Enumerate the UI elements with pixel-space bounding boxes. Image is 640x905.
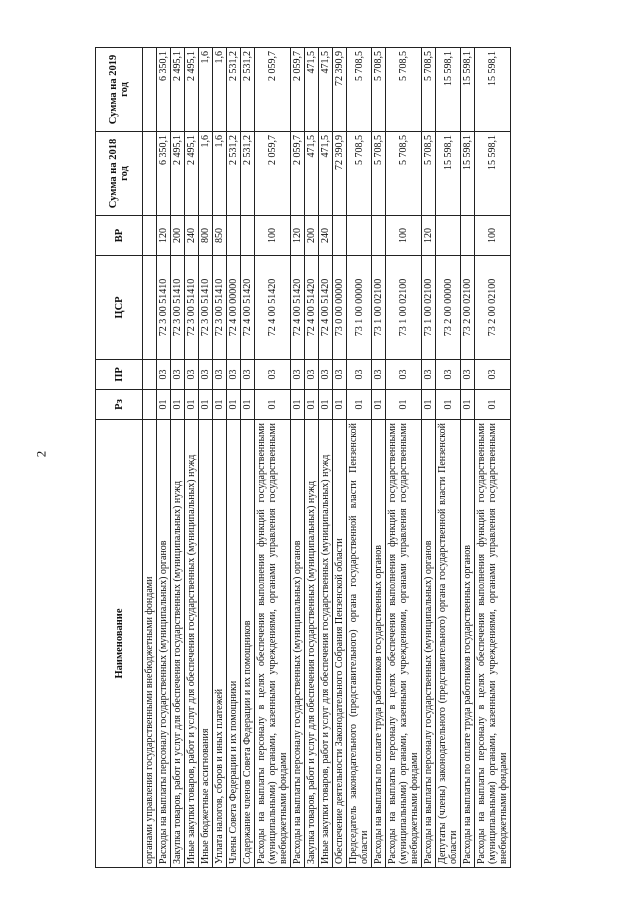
cell-pr: 03 — [475, 360, 511, 390]
cell-sum-2018: 5 708,5 — [372, 132, 386, 216]
cell-vr: 200 — [305, 216, 319, 256]
cell-rz: 01 — [475, 390, 511, 420]
cell-name: Депутаты (члены) законодательного (представительного) органа государственной власти Пензенской области — [436, 420, 461, 868]
cell-pr: 03 — [185, 360, 199, 390]
table-row — [475, 48, 511, 868]
cell-vr: 240 — [185, 216, 199, 256]
cell-vr: 120 — [291, 216, 305, 256]
cell-vr: 800 — [199, 216, 213, 256]
cell-name: Обеспечение деятельности Законодательного Собрания Пензенской области — [333, 420, 347, 868]
cell-sum-2019: 1,6 — [199, 48, 213, 132]
header-sum-2019: Сумма на 2019 год — [96, 48, 143, 132]
cell-vr: 850 — [213, 216, 227, 256]
cell-csr: 73 2 00 00000 — [436, 256, 461, 360]
cell-pr: 03 — [319, 360, 333, 390]
header-vr: ВР — [96, 216, 143, 256]
cell-rz: 01 — [461, 390, 475, 420]
cell-sum-2018: 15 598,1 — [436, 132, 461, 216]
cell-sum-2019: 471,5 — [305, 48, 319, 132]
cell-name: Расходы на выплаты персоналу в целях обеспечения выполнения функций государственными (муниципальными) органами, казенными учреждениями, органами управления государственными внебюджетными фондами — [255, 420, 291, 868]
cell-name: Иные закупки товаров, работ и услуг для обеспечения государственных (муниципальных) нужд — [319, 420, 333, 868]
cell-csr: 73 2 00 02100 — [461, 256, 475, 360]
cell-vr — [227, 216, 241, 256]
table-row — [372, 48, 386, 868]
cell-rz: 01 — [171, 390, 185, 420]
cell-pr: 03 — [347, 360, 372, 390]
header-name: Наименование — [96, 420, 143, 868]
cell-vr: 100 — [386, 216, 422, 256]
cell-sum-2019: 15 598,1 — [475, 48, 511, 132]
cell-name: Уплата налогов, сборов и иных платежей — [213, 420, 227, 868]
cell-pr: 03 — [213, 360, 227, 390]
cell-name: Содержание членов Совета Федерации и их помощников — [241, 420, 255, 868]
cell-pr: 03 — [305, 360, 319, 390]
cell-rz: 01 — [386, 390, 422, 420]
table-row — [291, 48, 305, 868]
cell-sum-2018: 15 598,1 — [461, 132, 475, 216]
cell-vr: 100 — [475, 216, 511, 256]
table-row — [185, 48, 199, 868]
table-row — [386, 48, 422, 868]
cell-sum-2018: 15 598,1 — [475, 132, 511, 216]
cell-pr: 03 — [255, 360, 291, 390]
cell-sum-2019: 5 708,5 — [386, 48, 422, 132]
cell-pr: 03 — [461, 360, 475, 390]
cell-sum-2018: 2 495,1 — [185, 132, 199, 216]
table-row — [319, 48, 333, 868]
cell-rz: 01 — [319, 390, 333, 420]
cell-rz: 01 — [291, 390, 305, 420]
cell-rz: 01 — [227, 390, 241, 420]
cell-sum-2018: 2 495,1 — [171, 132, 185, 216]
table-row — [241, 48, 255, 868]
cell-rz: 01 — [372, 390, 386, 420]
cell-sum-2019: 5 708,5 — [347, 48, 372, 132]
cell-sum-2018: 72 390,9 — [333, 132, 347, 216]
budget-table — [95, 47, 511, 868]
cell-rz: 01 — [436, 390, 461, 420]
cell-rz: 01 — [333, 390, 347, 420]
cell-rz: 01 — [213, 390, 227, 420]
cell-csr: 72 3 00 51410 — [199, 256, 213, 360]
header-csr: ЦСР — [96, 256, 143, 360]
cell-sum-2019: 2 495,1 — [185, 48, 199, 132]
cell-csr: 72 3 00 51410 — [171, 256, 185, 360]
table-row — [143, 48, 157, 868]
cell-rz: 01 — [199, 390, 213, 420]
cell-vr — [461, 216, 475, 256]
cell-name: Иные бюджетные ассигнования — [199, 420, 213, 868]
cell-name: Расходы на выплаты персоналу в целях обеспечения выполнения функций государственными (муниципальными) органами, казенными учреждениями, органами управления государственными внебюджетными фондами — [386, 420, 422, 868]
table-row — [199, 48, 213, 868]
cell-pr: 03 — [157, 360, 171, 390]
cell-name: органами управления государственными внебюджетными фондами — [143, 420, 157, 868]
rotated-page — [95, 48, 560, 868]
cell-csr: 72 3 00 51410 — [157, 256, 171, 360]
table-row — [461, 48, 475, 868]
cell-sum-2018: 2 531,2 — [241, 132, 255, 216]
cell-rz: 01 — [422, 390, 436, 420]
cell-vr: 120 — [157, 216, 171, 256]
cell-rz — [143, 390, 157, 420]
cell-pr: 03 — [333, 360, 347, 390]
cell-rz: 01 — [347, 390, 372, 420]
cell-pr — [143, 360, 157, 390]
cell-sum-2019: 2 531,2 — [227, 48, 241, 132]
cell-pr: 03 — [291, 360, 305, 390]
cell-sum-2018: 2 059,7 — [255, 132, 291, 216]
table-row — [213, 48, 227, 868]
cell-csr: 72 4 00 00000 — [227, 256, 241, 360]
cell-name: Расходы на выплаты по оплате труда работников государственных органов — [461, 420, 475, 868]
cell-sum-2019 — [143, 48, 157, 132]
cell-vr — [333, 216, 347, 256]
cell-vr: 120 — [422, 216, 436, 256]
cell-pr: 03 — [227, 360, 241, 390]
cell-sum-2018: 1,6 — [213, 132, 227, 216]
cell-name: Иные закупки товаров, работ и услуг для обеспечения государственных (муниципальных) нужд — [185, 420, 199, 868]
cell-name: Расходы на выплаты по оплате труда работников государственных органов — [372, 420, 386, 868]
cell-sum-2018: 471,5 — [319, 132, 333, 216]
cell-rz: 01 — [157, 390, 171, 420]
page-number: 2 — [33, 450, 49, 458]
cell-csr: 72 4 00 51420 — [305, 256, 319, 360]
cell-sum-2018: 471,5 — [305, 132, 319, 216]
cell-rz: 01 — [241, 390, 255, 420]
cell-pr: 03 — [171, 360, 185, 390]
cell-csr — [143, 256, 157, 360]
cell-sum-2019: 2 531,2 — [241, 48, 255, 132]
cell-sum-2019: 15 598,1 — [436, 48, 461, 132]
cell-pr: 03 — [199, 360, 213, 390]
cell-csr: 73 1 00 00000 — [347, 256, 372, 360]
cell-rz: 01 — [185, 390, 199, 420]
cell-sum-2019: 5 708,5 — [422, 48, 436, 132]
cell-sum-2018 — [143, 132, 157, 216]
cell-name: Члены Совета Федерации и их помощники — [227, 420, 241, 868]
cell-name: Расходы на выплаты персоналу государственных (муниципальных) органов — [157, 420, 171, 868]
cell-vr — [436, 216, 461, 256]
cell-sum-2019: 2 495,1 — [171, 48, 185, 132]
table-row — [347, 48, 372, 868]
cell-sum-2019: 15 598,1 — [461, 48, 475, 132]
cell-name: Председатель законодательного (представительного) органа государственной власти Пензенской области — [347, 420, 372, 868]
cell-rz: 01 — [305, 390, 319, 420]
cell-vr — [372, 216, 386, 256]
cell-name: Расходы на выплаты персоналу государственных (муниципальных) органов — [422, 420, 436, 868]
cell-csr: 72 3 00 51410 — [213, 256, 227, 360]
table-row — [157, 48, 171, 868]
cell-rz: 01 — [255, 390, 291, 420]
cell-name: Расходы на выплаты персоналу в целях обеспечения выполнения функций государственными (муниципальными) органами, казенными учреждениями, органами управления государственными внебюджетными фондами — [475, 420, 511, 868]
cell-pr: 03 — [422, 360, 436, 390]
cell-sum-2019: 2 059,7 — [255, 48, 291, 132]
cell-csr: 73 1 00 02100 — [372, 256, 386, 360]
table-row — [422, 48, 436, 868]
cell-sum-2018: 1,6 — [199, 132, 213, 216]
cell-csr: 72 4 00 51420 — [241, 256, 255, 360]
cell-sum-2019: 2 059,7 — [291, 48, 305, 132]
header-row — [96, 48, 143, 868]
cell-csr: 72 3 00 51410 — [185, 256, 199, 360]
cell-vr: 100 — [255, 216, 291, 256]
cell-sum-2018: 2 059,7 — [291, 132, 305, 216]
table-row — [227, 48, 241, 868]
cell-csr: 73 1 00 02100 — [422, 256, 436, 360]
cell-pr: 03 — [241, 360, 255, 390]
cell-name: Закупка товаров, работ и услуг для обеспечения государственных (муниципальных) нужд — [171, 420, 185, 868]
cell-sum-2019: 72 390,9 — [333, 48, 347, 132]
cell-vr: 240 — [319, 216, 333, 256]
cell-sum-2018: 5 708,5 — [422, 132, 436, 216]
header-sum-2018: Сумма на 2018 год — [96, 132, 143, 216]
cell-vr: 200 — [171, 216, 185, 256]
table-row — [436, 48, 461, 868]
cell-sum-2018: 5 708,5 — [347, 132, 372, 216]
cell-vr — [143, 216, 157, 256]
table-row — [171, 48, 185, 868]
cell-csr: 72 4 00 51420 — [291, 256, 305, 360]
cell-csr: 72 4 00 51420 — [319, 256, 333, 360]
cell-sum-2019: 471,5 — [319, 48, 333, 132]
table-row — [305, 48, 319, 868]
cell-csr: 72 4 00 51420 — [255, 256, 291, 360]
cell-pr: 03 — [372, 360, 386, 390]
cell-vr — [241, 216, 255, 256]
cell-name: Расходы на выплаты персоналу государственных (муниципальных) органов — [291, 420, 305, 868]
cell-sum-2018: 2 531,2 — [227, 132, 241, 216]
cell-pr: 03 — [386, 360, 422, 390]
header-rz: Рз — [96, 390, 143, 420]
cell-vr — [347, 216, 372, 256]
cell-sum-2019: 5 708,5 — [372, 48, 386, 132]
cell-csr: 73 0 00 00000 — [333, 256, 347, 360]
cell-sum-2018: 6 350,1 — [157, 132, 171, 216]
cell-name: Закупка товаров, работ и услуг для обеспечения государственных (муниципальных) нужд — [305, 420, 319, 868]
table-row — [255, 48, 291, 868]
header-pr: ПР — [96, 360, 143, 390]
cell-csr: 73 2 00 02100 — [475, 256, 511, 360]
table-row — [333, 48, 347, 868]
cell-sum-2019: 6 350,1 — [157, 48, 171, 132]
cell-pr: 03 — [436, 360, 461, 390]
cell-sum-2018: 5 708,5 — [386, 132, 422, 216]
cell-csr: 73 1 00 02100 — [386, 256, 422, 360]
cell-sum-2019: 1,6 — [213, 48, 227, 132]
